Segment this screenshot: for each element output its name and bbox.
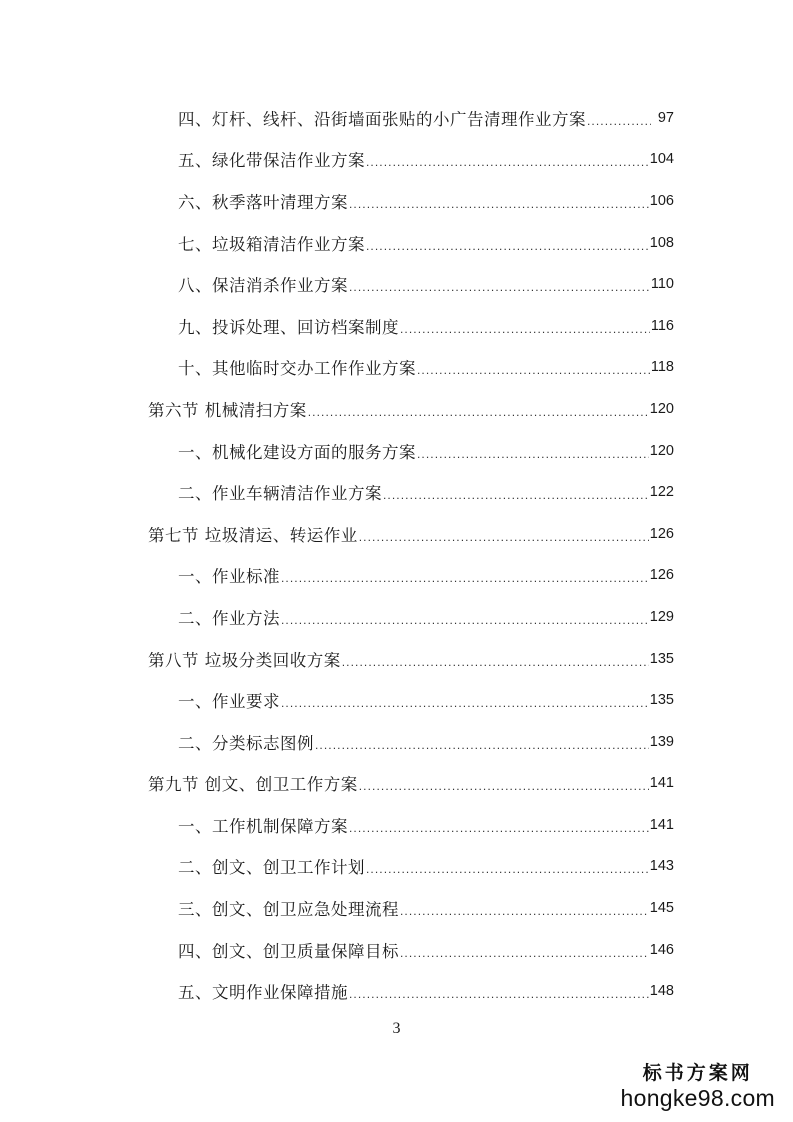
toc-dot-leader xyxy=(342,655,649,669)
toc-dot-leader xyxy=(349,197,649,211)
toc-entry-title: 五、文明作业保障措施 xyxy=(178,983,348,1003)
toc-entry-title: 二、分类标志图例 xyxy=(178,733,314,753)
toc-entry[interactable] xyxy=(0,388,674,430)
toc-entry-title: 二、作业方法 xyxy=(178,608,280,628)
toc-dot-leader xyxy=(308,405,649,419)
toc-entry-page: 141 xyxy=(649,816,674,833)
toc-entry-page: 148 xyxy=(649,983,674,1000)
toc-entry[interactable] xyxy=(0,804,674,846)
toc-entry[interactable] xyxy=(0,679,674,721)
toc-entry-title: 第六节 机械清扫方案 xyxy=(148,400,307,420)
toc-entry[interactable] xyxy=(0,471,674,513)
toc-entry[interactable] xyxy=(0,596,674,638)
toc-dot-leader xyxy=(366,862,649,876)
toc-entry-page: 118 xyxy=(650,359,674,376)
toc-entry[interactable] xyxy=(0,555,674,597)
toc-dot-leader xyxy=(417,363,650,377)
table-of-contents xyxy=(0,97,793,1012)
toc-dot-leader xyxy=(349,280,650,294)
toc-entry-page: 129 xyxy=(649,608,674,625)
toc-entry-page: 145 xyxy=(649,900,674,917)
toc-entry-title: 二、创文、创卫工作计划 xyxy=(178,858,365,878)
toc-dot-leader xyxy=(315,738,649,752)
toc-entry-page: 143 xyxy=(649,858,674,875)
toc-entry-page: 97 xyxy=(657,109,674,126)
toc-entry-title: 第七节 垃圾清运、转运作业 xyxy=(148,525,358,545)
toc-entry-page: 108 xyxy=(649,234,674,251)
toc-entry[interactable] xyxy=(0,305,674,347)
toc-dot-leader xyxy=(349,821,649,835)
toc-entry-title: 十、其他临时交办工作作业方案 xyxy=(178,359,416,379)
toc-entry-title: 八、保洁消杀作业方案 xyxy=(178,276,348,296)
toc-entry[interactable] xyxy=(0,139,674,181)
toc-dot-leader xyxy=(400,946,649,960)
toc-dot-leader xyxy=(383,488,649,502)
toc-entry-page: 135 xyxy=(649,650,674,667)
toc-entry-title: 二、作业车辆清洁作业方案 xyxy=(178,484,382,504)
toc-entry[interactable] xyxy=(0,970,674,1012)
toc-entry-page: 106 xyxy=(649,192,674,209)
toc-entry-title: 第九节 创文、创卫工作方案 xyxy=(148,775,358,795)
toc-entry-title: 一、作业标准 xyxy=(178,567,280,587)
toc-entry-page: 135 xyxy=(649,692,674,709)
toc-entry-title: 一、作业要求 xyxy=(178,692,280,712)
toc-entry[interactable] xyxy=(0,263,674,305)
toc-entry-page: 120 xyxy=(649,400,674,417)
toc-entry-title: 一、机械化建设方面的服务方案 xyxy=(178,442,416,462)
toc-entry-title: 七、垃圾箱清洁作业方案 xyxy=(178,234,365,254)
toc-dot-leader xyxy=(349,987,649,1001)
toc-entry[interactable] xyxy=(0,430,674,472)
toc-entry[interactable] xyxy=(0,887,674,929)
toc-entry-title: 三、创文、创卫应急处理流程 xyxy=(178,900,399,920)
toc-entry-title: 六、秋季落叶清理方案 xyxy=(178,192,348,212)
toc-entry-page: 122 xyxy=(649,484,674,501)
toc-dot-leader xyxy=(281,696,649,710)
toc-entry-title: 一、工作机制保障方案 xyxy=(178,816,348,836)
toc-entry-page: 141 xyxy=(649,775,674,792)
toc-entry-page: 139 xyxy=(649,733,674,750)
toc-dot-leader xyxy=(366,239,649,253)
toc-entry[interactable] xyxy=(0,97,674,139)
toc-dot-leader xyxy=(359,779,649,793)
watermark-url: hongke98.com xyxy=(620,1085,775,1111)
toc-entry-title: 四、创文、创卫质量保障目标 xyxy=(178,941,399,961)
toc-dot-leader xyxy=(417,447,649,461)
toc-entry-title: 第八节 垃圾分类回收方案 xyxy=(148,650,341,670)
toc-dot-leader xyxy=(400,322,650,336)
toc-entry-title: 五、绿化带保洁作业方案 xyxy=(178,151,365,171)
toc-entry-page: 104 xyxy=(649,151,674,168)
toc-entry[interactable] xyxy=(0,638,674,680)
toc-entry[interactable] xyxy=(0,180,674,222)
page-number: 3 xyxy=(392,1020,401,1037)
toc-entry-page: 126 xyxy=(649,525,674,542)
watermark-brand: 标书方案网 xyxy=(642,1062,753,1084)
toc-dot-leader xyxy=(359,530,649,544)
toc-entry[interactable] xyxy=(0,721,674,763)
toc-entry-page: 110 xyxy=(650,276,674,293)
toc-dot-leader xyxy=(281,613,649,627)
toc-entry-title: 九、投诉处理、回访档案制度 xyxy=(178,317,399,337)
toc-entry[interactable] xyxy=(0,347,674,389)
toc-dot-leader xyxy=(400,904,649,918)
toc-entry[interactable] xyxy=(0,929,674,971)
toc-entry-page: 146 xyxy=(649,941,674,958)
toc-entry[interactable] xyxy=(0,763,674,805)
toc-entry-title: 四、灯杆、线杆、沿街墙面张贴的小广告清理作业方案 xyxy=(178,109,586,129)
toc-dot-leader xyxy=(587,114,651,128)
toc-dot-leader xyxy=(281,571,649,585)
toc-entry[interactable] xyxy=(0,222,674,264)
toc-dot-leader xyxy=(366,155,649,169)
toc-entry-page: 116 xyxy=(650,317,674,334)
toc-entry[interactable] xyxy=(0,513,674,555)
watermark-logo xyxy=(621,1058,775,1112)
toc-entry[interactable] xyxy=(0,846,674,888)
toc-entry-page: 120 xyxy=(649,442,674,459)
toc-entry-page: 126 xyxy=(649,567,674,584)
